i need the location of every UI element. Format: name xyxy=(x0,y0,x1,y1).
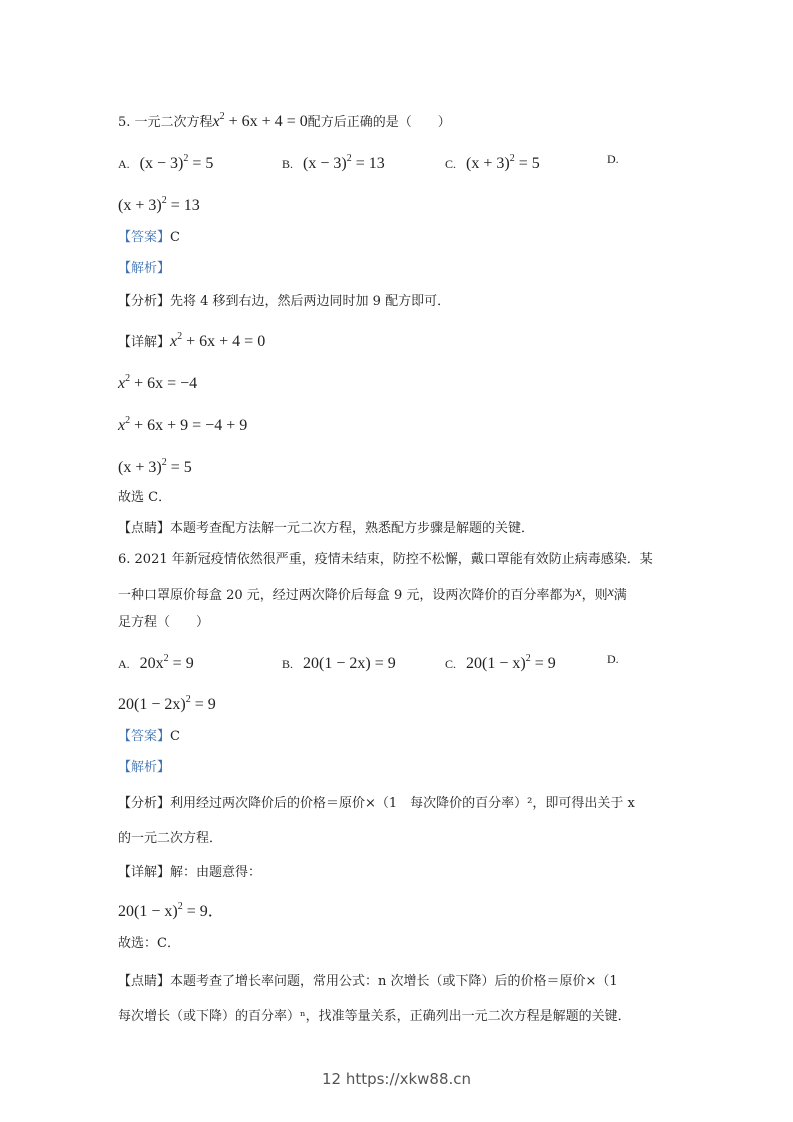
q5-fenxi: 【分析】先将 4 移到右边，然后两边同时加 9 配方即可． xyxy=(118,294,451,309)
q6-solution: $20(1 - x)^2 = 9$． xyxy=(118,901,224,920)
q5-step-2: $x^2 + 6x = -4$ xyxy=(118,373,198,392)
q6-xiangjie: 【详解】解：由题意得： xyxy=(118,865,262,880)
page-footer xyxy=(0,1070,793,1088)
q6-answer xyxy=(118,727,180,747)
q5-conclusion: 故选 C． xyxy=(118,490,172,505)
q6-fenxi-line2: 的一元二次方程． xyxy=(118,831,223,846)
q5-equation: $x^2 + 6x + 4 = 0$ xyxy=(212,111,308,130)
q6-analysis-tag: 【解析】 xyxy=(118,760,171,775)
q6-option-b: B. 20(1 − 2x) = 9 xyxy=(282,655,396,672)
q5-step-3: $x^2 + 6x + 9 = -4 + 9$ xyxy=(118,415,248,434)
q6-conclusion: 故选：C． xyxy=(118,936,180,951)
q5-option-a: A. $(x - 3)^2 = 5$ xyxy=(118,153,214,172)
answer-value: C xyxy=(170,729,180,744)
q5-option-d-label: D. xyxy=(607,152,619,166)
q5-xiangjie: 【详解】$x^2 + 6x + 4 = 0$ xyxy=(118,331,266,350)
q5-step-4: $(x + 3)^2 = 5$ xyxy=(118,457,192,476)
q6-option-d: $20(1 - 2x)^2 = 9$ xyxy=(118,694,216,713)
answer-tag: 【答案】 xyxy=(118,230,171,245)
q5-stem-prefix: 5. 一元二次方程 xyxy=(118,115,213,130)
q5-analysis-tag: 【解析】 xyxy=(118,261,171,276)
q6-dianjing-line2: 每次增长（或下降）的百分率）ⁿ，找准等量关系，正确列出一元二次方程是解题的关键． xyxy=(118,1009,631,1024)
q5-answer xyxy=(118,228,180,248)
q6-stem-line1: 6. 2021 年新冠疫情依然很严重，疫情未结束，防控不松懈，戴口罩能有效防止病毒感染．某 xyxy=(118,552,653,567)
q5-option-c: C. $(x + 3)^2 = 5$ xyxy=(445,153,540,172)
q5-dianjing: 【点睛】本题考查配方法解一元二次方程，熟悉配方步骤是解题的关键． xyxy=(118,521,535,536)
q6-stem-line2: 一种口罩原价每盒 20 元，经过两次降价后每盒 9 元，设两次降价的百分率都为x，则x满 xyxy=(118,585,627,603)
q5-stem xyxy=(118,107,451,133)
q6-option-c: C. $20(1 - x)^2 = 9$ xyxy=(445,653,556,672)
answer-tag: 【答案】 xyxy=(118,729,171,744)
q5-option-b: B. $(x - 3)^2 = 13$ xyxy=(282,153,385,172)
q6-dianjing-line1: 【点睛】本题考查了增长率问题，常用公式：n 次增长（或下降）后的价格＝原价×（1 xyxy=(118,974,618,989)
page-number: 12 xyxy=(321,1070,342,1088)
q6-option-d-label: D. xyxy=(607,652,619,666)
q5-stem-suffix: 配方后正确的是（ ） xyxy=(307,115,451,130)
footer-url[interactable]: https://xkw88.cn xyxy=(345,1070,472,1088)
q5-option-d: $(x + 3)^2 = 13$ xyxy=(118,195,200,214)
answer-value: C xyxy=(170,230,180,245)
q6-fenxi-line1: 【分析】利用经过两次降价后的价格＝原价×（1 每次降价的百分率）²，即可得出关于 x xyxy=(118,796,635,811)
q6-stem-line3: 足方程（ ） xyxy=(118,615,210,630)
q6-option-a: A. $20x^2 = 9$ xyxy=(118,653,194,672)
